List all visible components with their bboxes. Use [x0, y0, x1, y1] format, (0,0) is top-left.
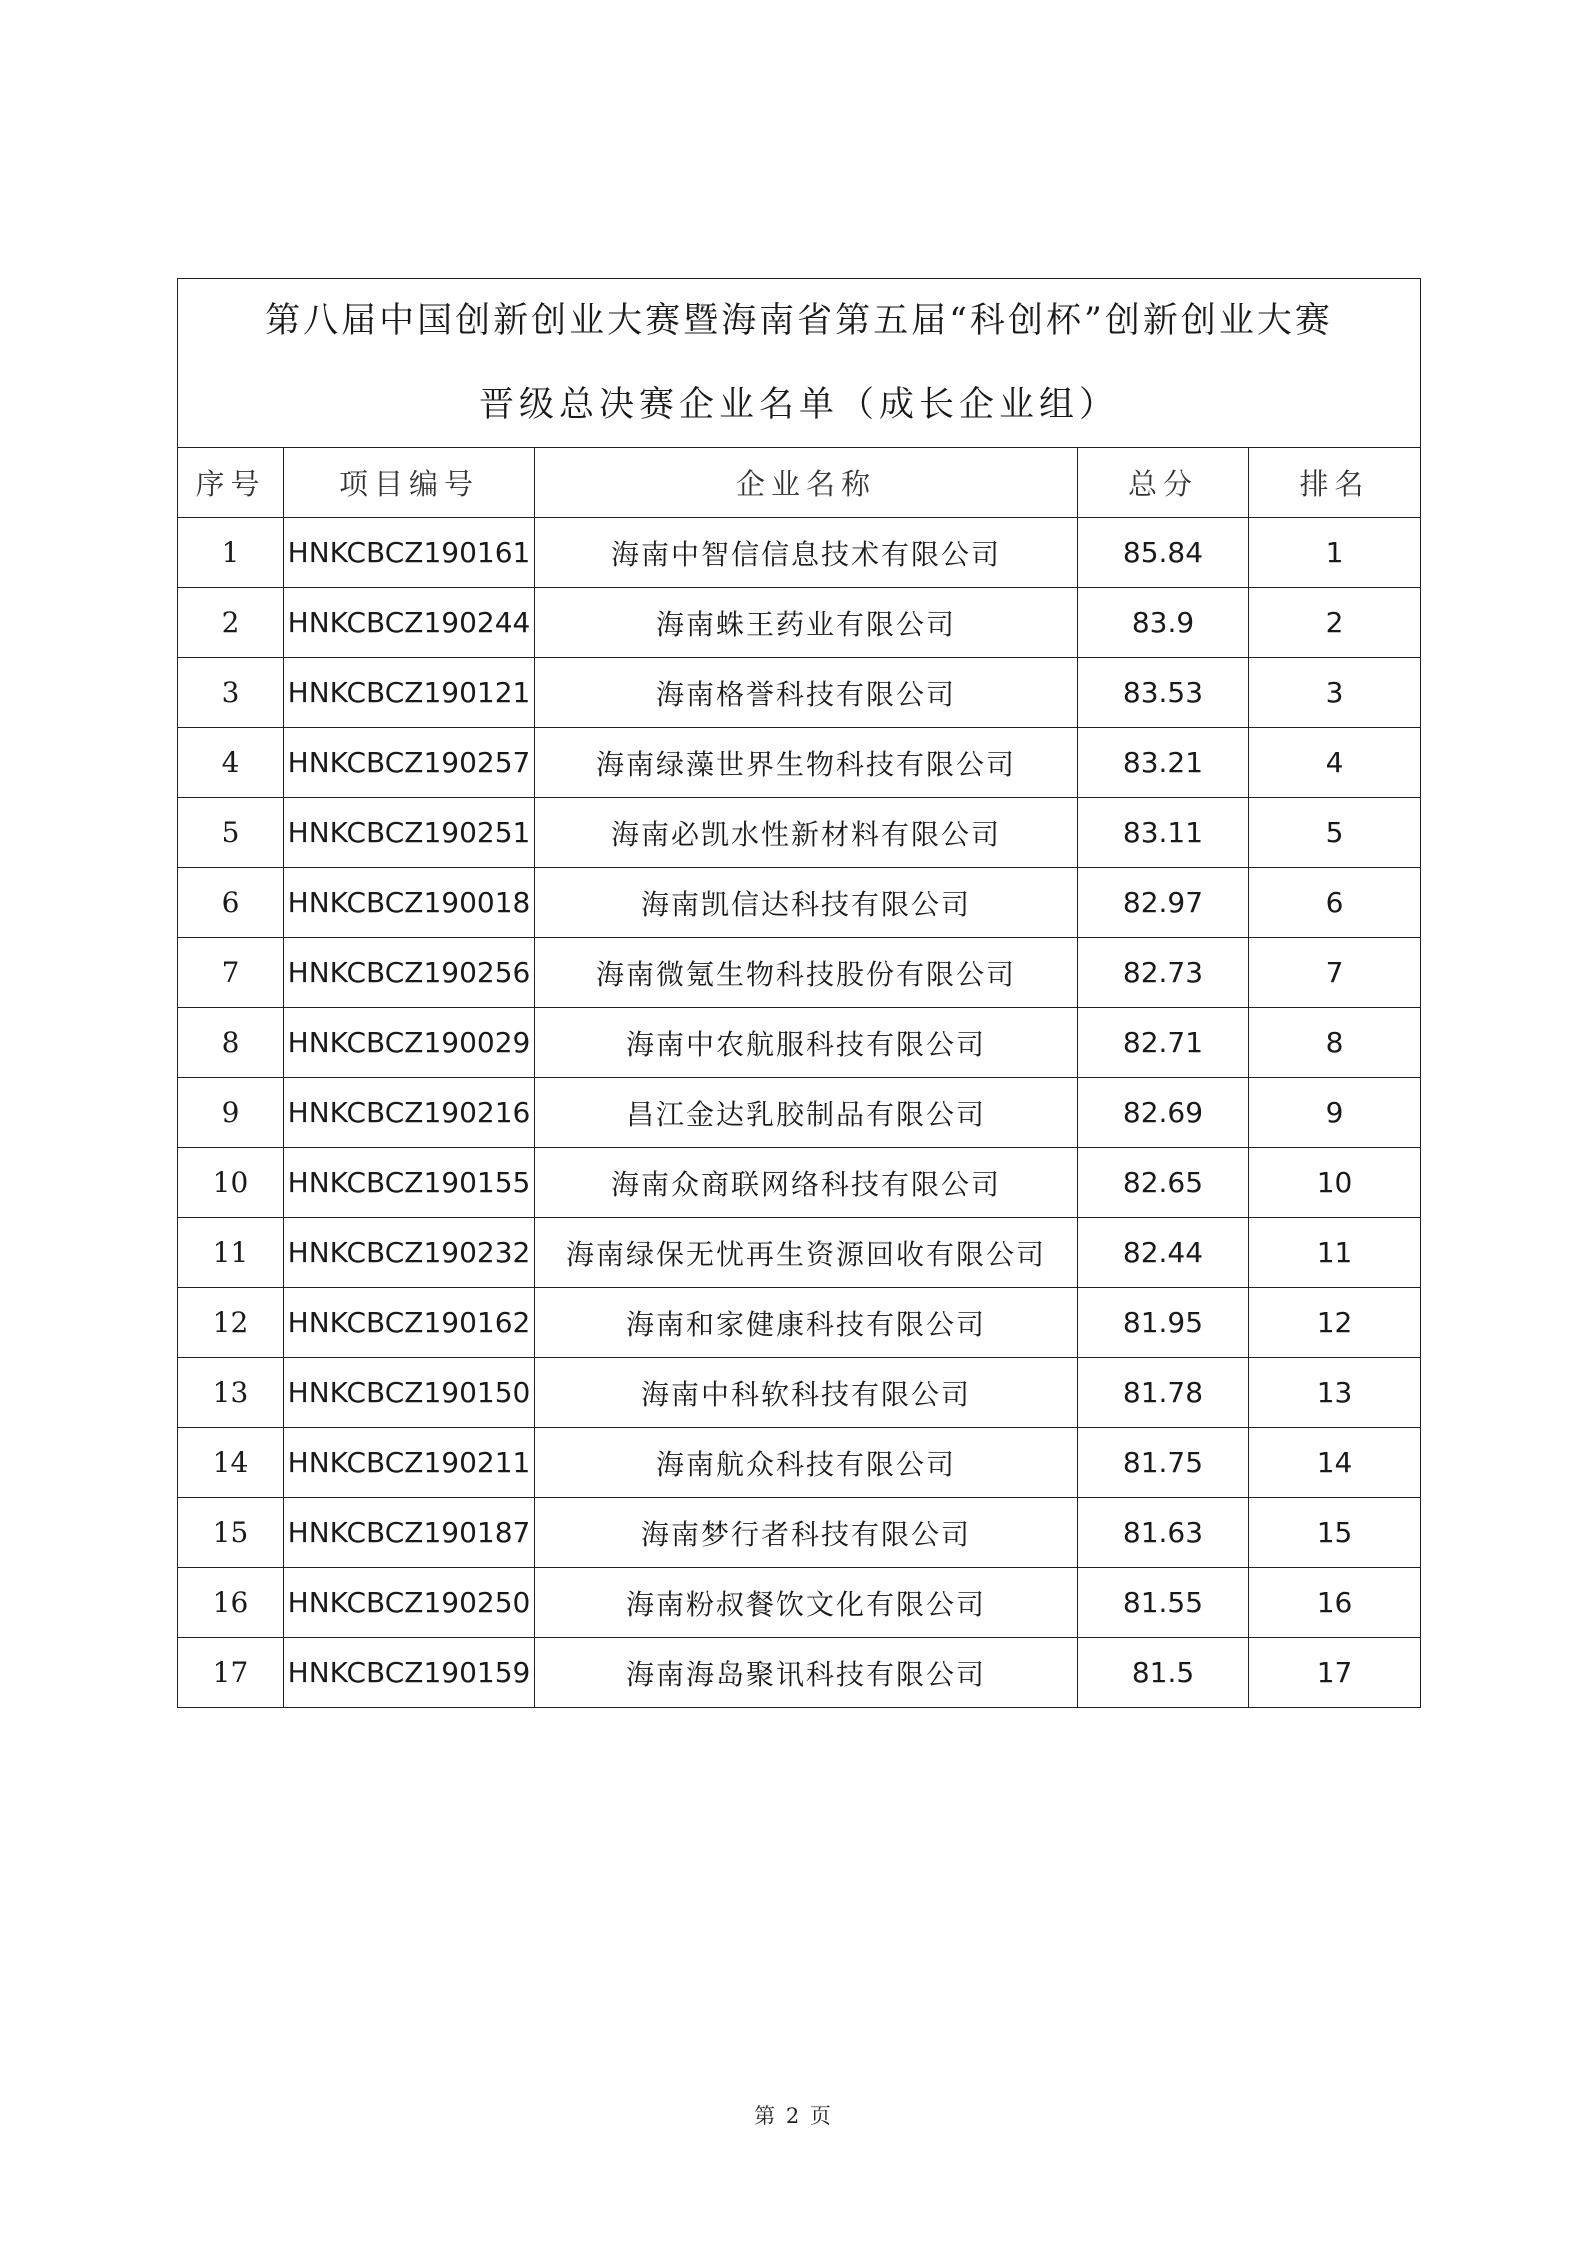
cell-total-score: 81.5 — [1078, 1638, 1249, 1708]
cell-seq: 8 — [178, 1008, 284, 1078]
table-row — [178, 1148, 1421, 1218]
cell-enterprise-name: 海南必凯水性新材料有限公司 — [535, 798, 1078, 868]
cell-seq: 10 — [178, 1148, 284, 1218]
cell-total-score: 82.65 — [1078, 1148, 1249, 1218]
cell-rank: 16 — [1249, 1568, 1421, 1638]
cell-project-code: HNKCBCZ190018 — [284, 868, 535, 938]
cell-enterprise-name: 海南格誉科技有限公司 — [535, 658, 1078, 728]
table-row — [178, 588, 1421, 658]
cell-seq: 9 — [178, 1078, 284, 1148]
cell-enterprise-name: 海南中智信信息技术有限公司 — [535, 518, 1078, 588]
cell-project-code: HNKCBCZ190150 — [284, 1358, 535, 1428]
cell-total-score: 81.55 — [1078, 1568, 1249, 1638]
column-header-code: 项目编号 — [284, 448, 535, 518]
table-row — [178, 938, 1421, 1008]
cell-project-code: HNKCBCZ190257 — [284, 728, 535, 798]
cell-seq: 13 — [178, 1358, 284, 1428]
cell-enterprise-name: 海南蛛王药业有限公司 — [535, 588, 1078, 658]
cell-total-score: 82.71 — [1078, 1008, 1249, 1078]
cell-seq: 2 — [178, 588, 284, 658]
cell-enterprise-name: 海南和家健康科技有限公司 — [535, 1288, 1078, 1358]
cell-project-code: HNKCBCZ190029 — [284, 1008, 535, 1078]
column-header-seq: 序号 — [178, 448, 284, 518]
cell-enterprise-name: 海南海岛聚讯科技有限公司 — [535, 1638, 1078, 1708]
cell-total-score: 82.44 — [1078, 1218, 1249, 1288]
column-header-row — [178, 448, 1421, 518]
cell-project-code: HNKCBCZ190121 — [284, 658, 535, 728]
table-row — [178, 1288, 1421, 1358]
cell-enterprise-name: 海南凯信达科技有限公司 — [535, 868, 1078, 938]
cell-rank: 8 — [1249, 1008, 1421, 1078]
cell-seq: 11 — [178, 1218, 284, 1288]
table-row — [178, 1008, 1421, 1078]
table-row — [178, 868, 1421, 938]
cell-rank: 11 — [1249, 1218, 1421, 1288]
table-row — [178, 1568, 1421, 1638]
column-header-rank: 排名 — [1249, 448, 1421, 518]
cell-seq: 7 — [178, 938, 284, 1008]
cell-total-score: 83.9 — [1078, 588, 1249, 658]
cell-project-code: HNKCBCZ190232 — [284, 1218, 535, 1288]
cell-enterprise-name: 海南梦行者科技有限公司 — [535, 1498, 1078, 1568]
cell-rank: 5 — [1249, 798, 1421, 868]
table-row — [178, 1638, 1421, 1708]
cell-enterprise-name: 海南中科软科技有限公司 — [535, 1358, 1078, 1428]
column-header-score: 总分 — [1078, 448, 1249, 518]
cell-enterprise-name: 海南中农航服科技有限公司 — [535, 1008, 1078, 1078]
cell-total-score: 81.78 — [1078, 1358, 1249, 1428]
cell-project-code: HNKCBCZ190161 — [284, 518, 535, 588]
table-row — [178, 798, 1421, 868]
table-title-cell — [178, 279, 1421, 448]
cell-total-score: 83.53 — [1078, 658, 1249, 728]
cell-enterprise-name: 海南众商联网络科技有限公司 — [535, 1148, 1078, 1218]
cell-total-score: 81.95 — [1078, 1288, 1249, 1358]
page-number: 第 2 页 — [754, 2104, 833, 2128]
cell-enterprise-name: 海南粉叔餐饮文化有限公司 — [535, 1568, 1078, 1638]
cell-total-score: 85.84 — [1078, 518, 1249, 588]
cell-total-score: 83.21 — [1078, 728, 1249, 798]
cell-rank: 4 — [1249, 728, 1421, 798]
title-row — [178, 279, 1421, 448]
table-body — [178, 518, 1421, 1708]
enterprise-list-table — [177, 278, 1421, 1708]
cell-project-code: HNKCBCZ190211 — [284, 1428, 535, 1498]
cell-rank: 12 — [1249, 1288, 1421, 1358]
table-row — [178, 1428, 1421, 1498]
cell-total-score: 81.75 — [1078, 1428, 1249, 1498]
cell-rank: 17 — [1249, 1638, 1421, 1708]
table-title-line-2: 晋级总决赛企业名单（成长企业组） — [479, 385, 1120, 425]
cell-project-code: HNKCBCZ190155 — [284, 1148, 535, 1218]
cell-total-score: 83.11 — [1078, 798, 1249, 868]
cell-total-score: 82.73 — [1078, 938, 1249, 1008]
cell-seq: 3 — [178, 658, 284, 728]
cell-rank: 13 — [1249, 1358, 1421, 1428]
cell-enterprise-name: 海南绿保无忧再生资源回收有限公司 — [535, 1218, 1078, 1288]
cell-seq: 16 — [178, 1568, 284, 1638]
cell-enterprise-name: 昌江金达乳胶制品有限公司 — [535, 1078, 1078, 1148]
cell-rank: 15 — [1249, 1498, 1421, 1568]
cell-rank: 7 — [1249, 938, 1421, 1008]
table-row — [178, 728, 1421, 798]
cell-project-code: HNKCBCZ190251 — [284, 798, 535, 868]
cell-total-score: 82.69 — [1078, 1078, 1249, 1148]
cell-seq: 14 — [178, 1428, 284, 1498]
table-row — [178, 1358, 1421, 1428]
table-row — [178, 518, 1421, 588]
cell-seq: 4 — [178, 728, 284, 798]
cell-enterprise-name: 海南微氪生物科技股份有限公司 — [535, 938, 1078, 1008]
cell-seq: 1 — [178, 518, 284, 588]
cell-rank: 6 — [1249, 868, 1421, 938]
table-row — [178, 1218, 1421, 1288]
cell-seq: 17 — [178, 1638, 284, 1708]
cell-project-code: HNKCBCZ190250 — [284, 1568, 535, 1638]
cell-rank: 14 — [1249, 1428, 1421, 1498]
table-row — [178, 1078, 1421, 1148]
cell-project-code: HNKCBCZ190244 — [284, 588, 535, 658]
cell-enterprise-name: 海南航众科技有限公司 — [535, 1428, 1078, 1498]
cell-project-code: HNKCBCZ190162 — [284, 1288, 535, 1358]
table-row — [178, 1498, 1421, 1568]
cell-enterprise-name: 海南绿藻世界生物科技有限公司 — [535, 728, 1078, 798]
cell-total-score: 81.63 — [1078, 1498, 1249, 1568]
cell-seq: 6 — [178, 868, 284, 938]
cell-rank: 10 — [1249, 1148, 1421, 1218]
table-row — [178, 658, 1421, 728]
cell-project-code: HNKCBCZ190216 — [284, 1078, 535, 1148]
cell-rank: 1 — [1249, 518, 1421, 588]
table-title-line-1: 第八届中国创新创业大赛暨海南省第五届“科创杯”创新创业大赛 — [265, 301, 1333, 341]
column-header-name: 企业名称 — [535, 448, 1078, 518]
cell-rank: 3 — [1249, 658, 1421, 728]
cell-project-code: HNKCBCZ190256 — [284, 938, 535, 1008]
cell-project-code: HNKCBCZ190159 — [284, 1638, 535, 1708]
cell-rank: 9 — [1249, 1078, 1421, 1148]
cell-seq: 15 — [178, 1498, 284, 1568]
cell-seq: 5 — [178, 798, 284, 868]
cell-total-score: 82.97 — [1078, 868, 1249, 938]
cell-project-code: HNKCBCZ190187 — [284, 1498, 535, 1568]
cell-rank: 2 — [1249, 588, 1421, 658]
cell-seq: 12 — [178, 1288, 284, 1358]
